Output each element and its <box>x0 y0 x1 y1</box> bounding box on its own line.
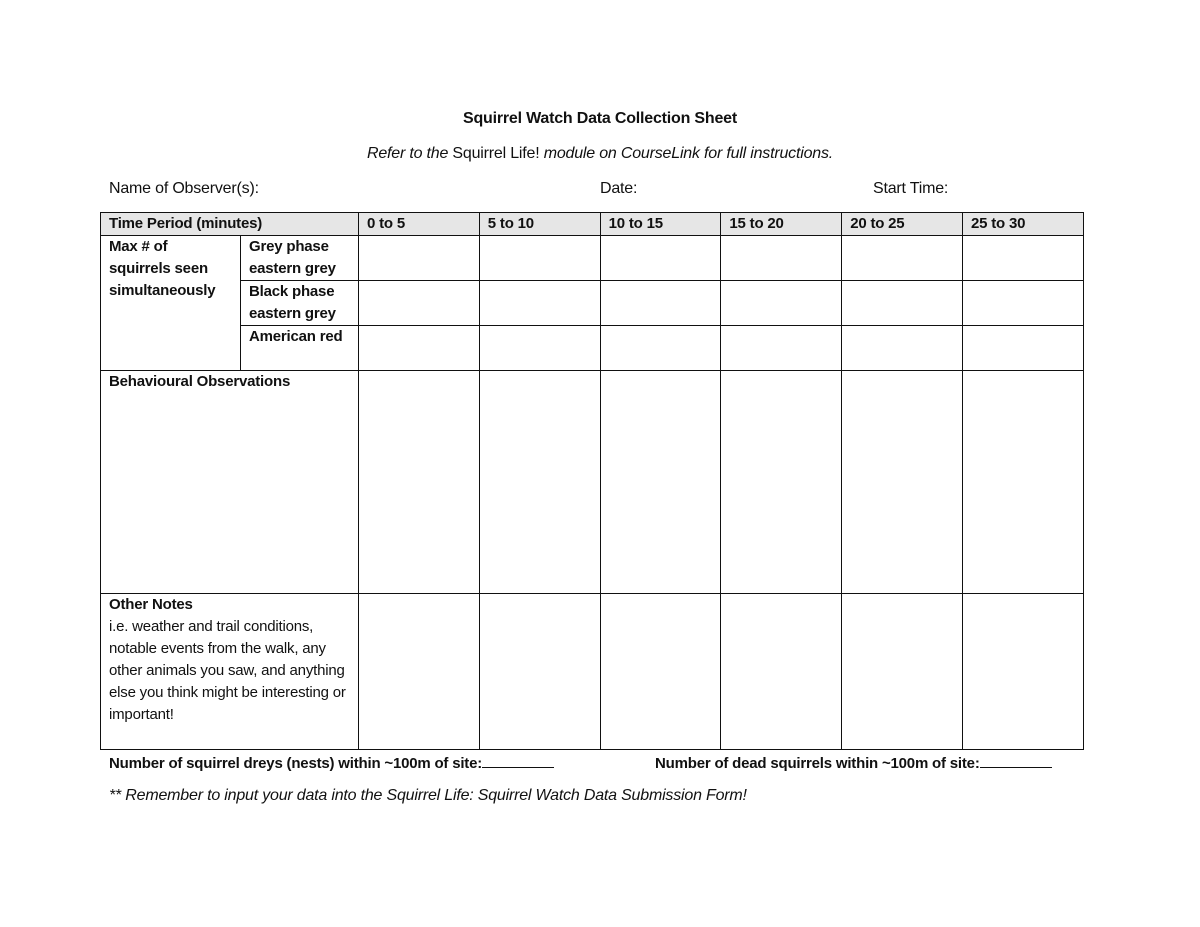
table-row-black-phase <box>101 281 1084 326</box>
notes-cell-10-15 <box>600 594 721 750</box>
dreys-count-label: Number of squirrel dreys (nests) within ~100m of site: <box>109 755 483 772</box>
black-phase-cell-20-25 <box>842 281 963 326</box>
notes-cell-20-25 <box>842 594 963 750</box>
other-notes-title: Other Notes <box>109 596 193 613</box>
table-header-row <box>101 213 1084 236</box>
american-red-cell-10-15 <box>600 326 721 371</box>
american-red-cell-25-30 <box>962 326 1083 371</box>
start-time-label: Start Time: <box>873 180 949 197</box>
grey-phase-cell-0-5 <box>359 236 480 281</box>
black-phase-cell-15-20 <box>721 281 842 326</box>
american-red-cell-0-5 <box>359 326 480 371</box>
dead-squirrels-label: Number of dead squirrels within ~100m of site: <box>655 755 980 772</box>
submission-reminder: ** Remember to input your data into the Squirrel Life: Squirrel Watch Data Submission Form! <box>109 787 747 804</box>
grey-phase-cell-20-25 <box>842 236 963 281</box>
dreys-count-blank <box>482 752 554 768</box>
page-title: Squirrel Watch Data Collection Sheet <box>462 110 738 127</box>
behaviour-cell-0-5 <box>359 371 480 594</box>
behaviour-cell-20-25 <box>842 371 963 594</box>
species-black-phase-label: Black phase eastern grey <box>241 281 359 326</box>
period-header-5-10: 5 to 10 <box>479 213 600 236</box>
grey-phase-cell-15-20 <box>721 236 842 281</box>
dead-squirrels-line <box>655 752 1052 772</box>
dreys-count-line <box>109 752 554 772</box>
behaviour-cell-25-30 <box>962 371 1083 594</box>
data-collection-table <box>100 212 1084 750</box>
other-notes-cell <box>101 594 359 750</box>
period-header-10-15: 10 to 15 <box>600 213 721 236</box>
species-american-red-label: American red <box>241 326 359 371</box>
instructions-line <box>0 145 1200 163</box>
grey-phase-cell-5-10 <box>479 236 600 281</box>
grey-phase-cell-25-30 <box>962 236 1083 281</box>
notes-cell-15-20 <box>721 594 842 750</box>
table-row-behaviour <box>101 371 1084 594</box>
time-period-header: Time Period (minutes) <box>101 213 359 236</box>
table-row-grey-phase <box>101 236 1084 281</box>
black-phase-cell-0-5 <box>359 281 480 326</box>
black-phase-cell-25-30 <box>962 281 1083 326</box>
dead-squirrels-blank <box>980 752 1052 768</box>
behaviour-cell-5-10 <box>479 371 600 594</box>
period-header-15-20: 15 to 20 <box>721 213 842 236</box>
american-red-cell-5-10 <box>479 326 600 371</box>
american-red-cell-15-20 <box>721 326 842 371</box>
black-phase-cell-10-15 <box>600 281 721 326</box>
table-row-notes <box>101 594 1084 750</box>
module-name: Squirrel Life! <box>452 145 540 162</box>
american-red-cell-20-25 <box>842 326 963 371</box>
behavioural-observations-label: Behavioural Observations <box>101 371 359 594</box>
period-header-20-25: 20 to 25 <box>842 213 963 236</box>
table-row-american-red <box>101 326 1084 371</box>
period-header-0-5: 0 to 5 <box>359 213 480 236</box>
black-phase-cell-5-10 <box>479 281 600 326</box>
notes-cell-5-10 <box>479 594 600 750</box>
species-grey-phase-label: Grey phase eastern grey <box>241 236 359 281</box>
instructions-text-end: module on CourseLink for full instructions. <box>539 145 834 162</box>
max-squirrels-label: Max # of squirrels seen simultaneously <box>101 236 241 371</box>
behaviour-cell-10-15 <box>600 371 721 594</box>
behaviour-cell-15-20 <box>721 371 842 594</box>
grey-phase-cell-10-15 <box>600 236 721 281</box>
instructions-text-start: Refer to the <box>366 145 453 162</box>
observer-name-label: Name of Observer(s): <box>109 180 259 197</box>
notes-cell-0-5 <box>359 594 480 750</box>
period-header-25-30: 25 to 30 <box>962 213 1083 236</box>
date-label: Date: <box>600 180 638 197</box>
other-notes-description: i.e. weather and trail conditions, notable events from the walk, any other animals you saw, and anything else you think might be interesting or important! <box>109 618 346 723</box>
notes-cell-25-30 <box>962 594 1083 750</box>
